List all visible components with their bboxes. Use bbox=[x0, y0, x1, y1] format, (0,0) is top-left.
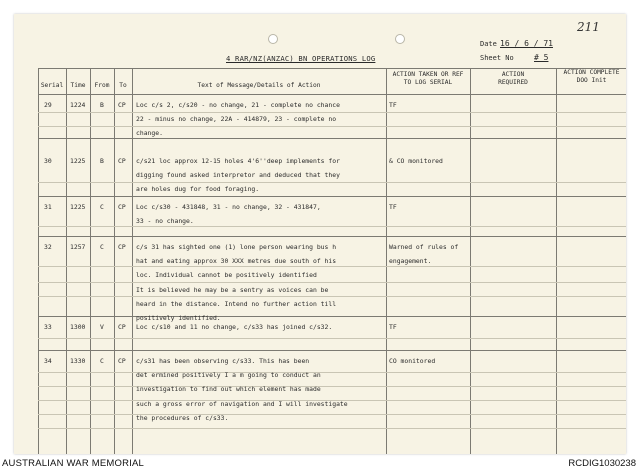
from-cell: B bbox=[100, 157, 104, 165]
to-cell: CP bbox=[118, 157, 126, 165]
message-line: 33 - no change. bbox=[136, 217, 194, 226]
action-taken-line: TF bbox=[389, 203, 397, 211]
row-rule bbox=[38, 428, 626, 429]
serial-cell: 29 bbox=[44, 101, 52, 109]
header-bottom-border bbox=[38, 94, 626, 95]
message-line: It is believed he may be a sentry as voices can be bbox=[136, 285, 329, 294]
to-cell: CP bbox=[118, 357, 126, 365]
date-label: Date bbox=[480, 40, 497, 48]
from-cell: C bbox=[100, 203, 104, 211]
message-line: c/s21 loc approx 12-15 holes 4'6''deep implements for bbox=[136, 157, 340, 165]
message-line: det ermined positively I a m going to conduct an bbox=[136, 371, 321, 380]
action-taken-line: TF bbox=[389, 101, 397, 109]
row-rule bbox=[38, 414, 626, 415]
message-line: heard in the distance. Intend no further action till bbox=[136, 299, 337, 308]
message-line: change. bbox=[136, 129, 163, 138]
message-line: Loc c/s10 and 11 no change, c/s33 has joined c/s32. bbox=[136, 323, 333, 331]
action-taken-line: Warned of rules of bbox=[389, 243, 459, 251]
message-line: c/s 31 has sighted one (1) lone person wearing bus h bbox=[136, 243, 337, 251]
column-header-action-taken: ACTION TAKEN OR REF TO LOG SERIAL bbox=[392, 71, 464, 86]
message-line: hat and eating approx 30 XXX metres due south of his bbox=[136, 257, 337, 266]
column-header-text: Text of Message/Details of Action bbox=[197, 82, 321, 89]
action-taken-line: & CO monitored bbox=[389, 157, 443, 165]
row-rule bbox=[38, 226, 626, 227]
log-sheet bbox=[14, 14, 626, 454]
serial-cell: 33 bbox=[44, 323, 52, 331]
sheet-number-value: # 5 bbox=[534, 53, 549, 62]
serial-cell: 34 bbox=[44, 357, 52, 365]
serial-cell: 30 bbox=[44, 157, 52, 165]
row-separator bbox=[38, 316, 626, 317]
row-rule bbox=[38, 372, 626, 373]
date-value: 16 / 6 / 71 bbox=[500, 39, 553, 48]
time-cell: 1224 bbox=[70, 101, 86, 109]
punch-hole bbox=[268, 34, 278, 44]
from-cell: V bbox=[100, 323, 104, 331]
message-line: such a gross error of navigation and I will investigate bbox=[136, 399, 348, 408]
from-cell: C bbox=[100, 357, 104, 365]
row-rule bbox=[38, 282, 626, 283]
document-title: 4 RAR/NZ(ANZAC) BN OPERATIONS LOG bbox=[226, 54, 376, 63]
time-cell: 1225 bbox=[70, 157, 86, 165]
column-header-action-required: ACTION REQUIRED bbox=[498, 71, 528, 86]
message-line: Loc c/s 2, c/s20 - no change, 21 - complete no chance bbox=[136, 101, 340, 109]
time-cell: 1300 bbox=[70, 323, 86, 331]
time-cell: 1225 bbox=[70, 203, 86, 211]
action-taken-line: TF bbox=[389, 323, 397, 331]
column-header-serial: Serial bbox=[40, 82, 64, 89]
row-rule bbox=[38, 386, 626, 387]
message-line: positively identified. bbox=[136, 314, 221, 322]
column-header-time: Time bbox=[70, 82, 86, 89]
message-line: 22 - minus no change, 22A - 414879, 23 - complete no bbox=[136, 115, 337, 124]
punch-hole bbox=[395, 34, 405, 44]
row-separator bbox=[38, 236, 626, 237]
message-line: the procedures of c/s33. bbox=[136, 413, 229, 422]
to-cell: CP bbox=[118, 101, 126, 109]
time-cell: 1257 bbox=[70, 243, 86, 251]
to-cell: CP bbox=[118, 203, 126, 211]
column-header-from: From bbox=[94, 82, 110, 89]
from-cell: C bbox=[100, 243, 104, 251]
serial-cell: 31 bbox=[44, 203, 52, 211]
to-cell: CP bbox=[118, 243, 126, 251]
message-line: c/s31 has been observing c/s33. This has been bbox=[136, 357, 310, 365]
time-cell: 1330 bbox=[70, 357, 86, 365]
message-line: digging found asked interpretor and deduced that they bbox=[136, 171, 340, 180]
row-separator bbox=[38, 138, 626, 139]
column-header-to: To bbox=[119, 82, 127, 89]
action-taken-line: engagement. bbox=[389, 257, 432, 266]
document-reference: RCDIG1030238 bbox=[568, 458, 636, 469]
page-number: 211 bbox=[577, 20, 600, 34]
message-line: are holes dug for food foraging. bbox=[136, 185, 260, 194]
row-separator bbox=[38, 196, 626, 197]
sheet-number-label: Sheet No bbox=[480, 54, 514, 62]
row-rule bbox=[38, 338, 626, 339]
table-top-border bbox=[38, 68, 626, 69]
message-line: loc. Individual cannot be positively identified bbox=[136, 271, 317, 280]
to-cell: CP bbox=[118, 323, 126, 331]
serial-cell: 32 bbox=[44, 243, 52, 251]
column-header-action-complete: ACTION COMPLETE DOO Init bbox=[563, 69, 620, 84]
institution-label: AUSTRALIAN WAR MEMORIAL bbox=[2, 458, 145, 469]
message-line: investigation to find out which element has made bbox=[136, 385, 321, 394]
action-taken-line: CO monitored bbox=[389, 357, 436, 365]
message-line: Loc c/s30 - 431848, 31 - no change, 32 - 431847, bbox=[136, 203, 321, 211]
from-cell: B bbox=[100, 101, 104, 109]
row-separator bbox=[38, 350, 626, 351]
